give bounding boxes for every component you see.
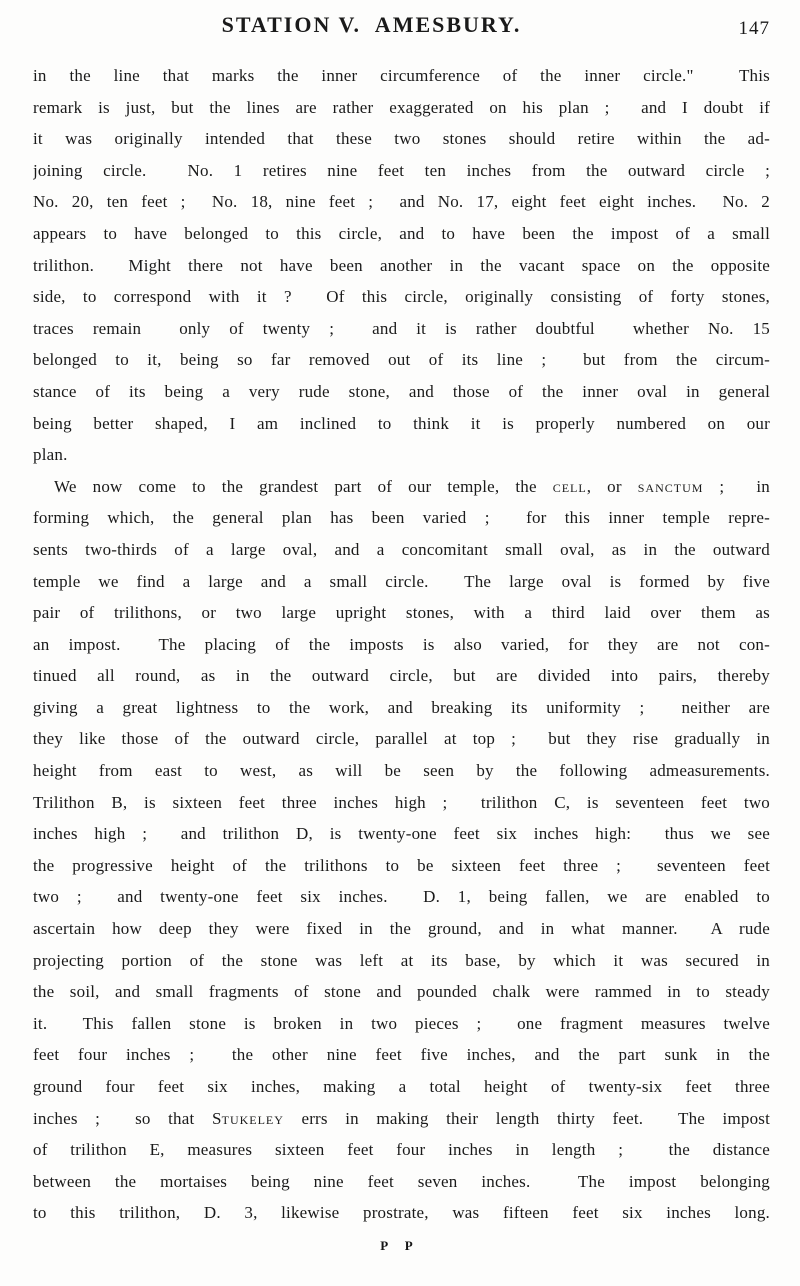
text-segment: We now come to the grandest part of our temple, the bbox=[54, 476, 553, 496]
text-line: traces remain only of twenty ; and it is rather doubtful whether No. 15 bbox=[33, 318, 770, 338]
text-line: inches high ; and trilithon D, is twenty-one feet six inches high: thus we see bbox=[33, 824, 770, 844]
text-line: side, to correspond with it ? Of this circle, originally consisting of forty stones, bbox=[33, 287, 770, 307]
text-segment: inches ; so that S bbox=[33, 1108, 222, 1128]
text-line: ground four feet six inches, making a total height of twenty-six feet three bbox=[33, 1077, 770, 1096]
text-line: feet four inches ; the other nine feet five inches, and the part sunk in the bbox=[33, 1045, 770, 1065]
text-line: remark is just, but the lines are rather exaggerated on his plan ; and I doubt if bbox=[33, 97, 770, 117]
text-line: between the mortaises being nine feet seven inches. The impost belonging bbox=[33, 1171, 770, 1191]
text-line: pair of trilithons, or two large upright stones, with a third laid over them as bbox=[33, 603, 770, 623]
text-line: temple we find a large and a small circle. The large oval is formed by five bbox=[33, 571, 770, 591]
text-line-paragraph-start bbox=[33, 471, 770, 503]
text-line: it. This fallen stone is broken in two pieces ; one fragment measures twelve bbox=[33, 1013, 770, 1033]
text-line: being better shaped, I am inclined to think it is properly numbered on our bbox=[33, 413, 770, 433]
text-line: the soil, and small fragments of stone and pounded chalk were rammed in to steady bbox=[33, 982, 770, 1002]
text-line-paragraph-end: plan. bbox=[33, 445, 68, 465]
text-line: joining circle. No. 1 retires nine feet ten inches from the outward circle ; bbox=[33, 160, 770, 180]
text-line: sents two-thirds of a large oval, and a concomitant small oval, as in the outward bbox=[33, 539, 770, 559]
text-line: stance of its being a very rude stone, and those of the inner oval in general bbox=[33, 381, 770, 401]
text-line: of trilithon E, measures sixteen feet four inches in length ; the distance bbox=[33, 1140, 770, 1160]
text-line: appears to have belonged to this circle, and to have been the impost of a small bbox=[33, 223, 770, 243]
page-header bbox=[33, 10, 770, 46]
text-line: belonged to it, being so far removed out of its line ; but from the circum- bbox=[33, 350, 770, 370]
small-caps-word-stukeley: tukeley bbox=[221, 1108, 284, 1128]
text-line: they like those of the outward circle, parallel at top ; but they rise gradually in bbox=[33, 729, 770, 749]
text-line: giving a great lightness to the work, and breaking its uniformity ; neither are bbox=[33, 697, 770, 717]
small-caps-word-sanctum: sanctum bbox=[637, 476, 704, 496]
text-segment: errs in making their length thirty feet. The impost bbox=[283, 1108, 770, 1128]
text-line: Trilithon B, is sixteen feet three inches high ; trilithon C, is seventeen feet two bbox=[33, 792, 770, 812]
text-line: tinued all round, as in the outward circle, but are divided into pairs, thereby bbox=[33, 666, 770, 686]
body-text-block bbox=[33, 60, 770, 1229]
page-number: 147 bbox=[738, 18, 770, 39]
small-caps-word-cell: cell bbox=[552, 476, 587, 496]
text-line: two ; and twenty-one feet six inches. D. 1, being fallen, we are enabled to bbox=[33, 887, 770, 907]
text-line: ascertain how deep they were fixed in the ground, and in what manner. A rude bbox=[33, 919, 770, 939]
printers-signature-mark: P P bbox=[380, 1238, 420, 1253]
text-line: trilithon. Might there not have been another in the vacant space on the opposite bbox=[33, 255, 770, 275]
text-line: to this trilithon, D. 3, likewise prostrate, was fifteen feet six inches long. bbox=[33, 1203, 770, 1223]
text-segment: , or bbox=[586, 476, 638, 496]
text-line: projecting portion of the stone was left at its base, by which it was secured in bbox=[33, 950, 770, 970]
running-head-title: STATION V. AMESBURY. bbox=[221, 12, 522, 37]
text-line: an impost. The placing of the imposts is also varied, for they are not con- bbox=[33, 634, 770, 654]
text-line: the progressive height of the trilithons to be sixteen feet three ; seventeen feet bbox=[33, 855, 770, 875]
text-line-with-smallcaps bbox=[33, 1103, 770, 1135]
text-line: forming which, the general plan has been varied ; for this inner temple repre- bbox=[33, 508, 770, 528]
text-line: No. 20, ten feet ; No. 18, nine feet ; and No. 17, eight feet eight inches. No. 2 bbox=[33, 192, 770, 212]
text-line: height from east to west, as will be seen by the following admeasurements. bbox=[33, 761, 770, 781]
text-line: in the line that marks the inner circumference of the inner circle." This bbox=[33, 66, 770, 85]
text-line: it was originally intended that these two stones should retire within the ad- bbox=[33, 129, 770, 149]
text-segment: ; in bbox=[703, 476, 770, 496]
